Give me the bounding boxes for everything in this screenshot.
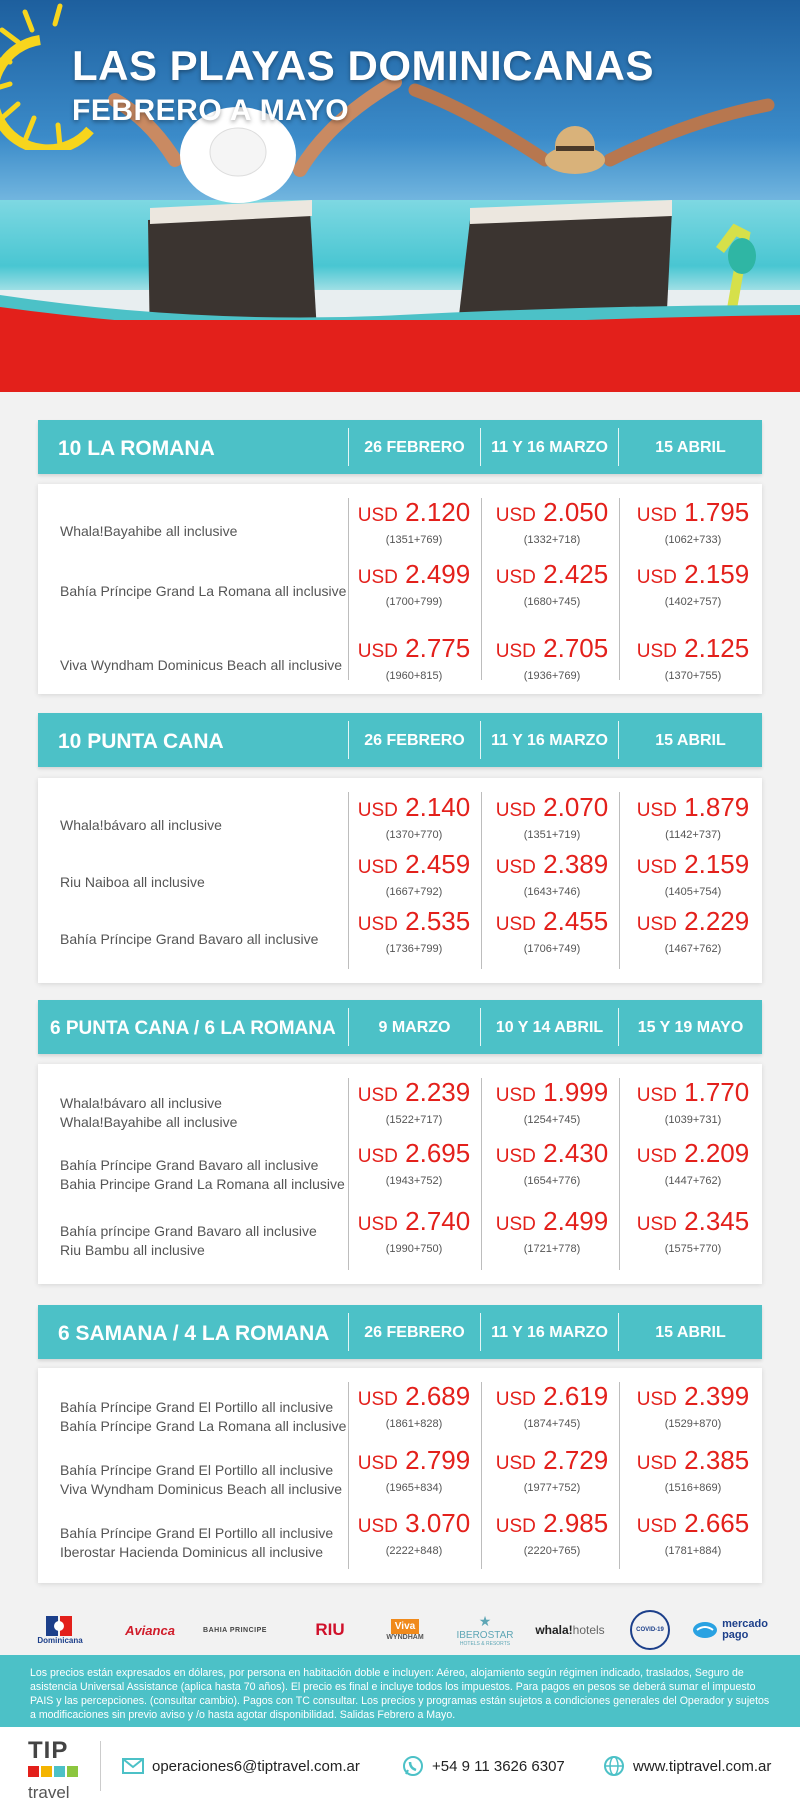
price-amount xyxy=(483,907,621,939)
price-amount xyxy=(348,1139,480,1171)
iberostar-logo: ★ IBEROSTAR HOTELS & RESORTS xyxy=(456,1613,514,1647)
whatsapp-contact[interactable]: +54 9 11 3626 6307 xyxy=(402,1755,565,1777)
hotel-name xyxy=(60,1222,317,1260)
wyndham-logo: Viva WYNDHAM xyxy=(386,1621,424,1641)
section-header xyxy=(38,713,762,767)
price-breakdown: (1254+745) xyxy=(523,1114,581,1126)
price-amount xyxy=(348,907,480,939)
price-value: 2.740 xyxy=(405,1206,471,1236)
price-breakdown: (2222+848) xyxy=(385,1545,443,1557)
price-breakdown: (1370+755) xyxy=(664,670,722,682)
price-amount xyxy=(624,1446,762,1478)
hotel-name xyxy=(60,522,237,541)
price-value: 2.140 xyxy=(405,792,471,822)
price-amount xyxy=(483,634,621,666)
price-value: 2.345 xyxy=(684,1206,750,1236)
whatsapp-icon xyxy=(402,1755,424,1777)
section-title: 6 PUNTA CANA / 6 LA ROMANA xyxy=(50,1018,336,1039)
price-value: 2.229 xyxy=(684,906,750,936)
section-title: 10 PUNTA CANA xyxy=(58,730,224,753)
price-cell xyxy=(624,1139,762,1188)
hotel-name xyxy=(60,1156,345,1194)
hotel-name-line: Bahía Príncipe Grand El Portillo all inclusive xyxy=(60,1525,334,1541)
price-value: 2.209 xyxy=(684,1138,750,1168)
price-value: 2.695 xyxy=(405,1138,471,1168)
price-breakdown: (1405+754) xyxy=(664,886,722,898)
departure-date-column: 26 FEBRERO xyxy=(348,721,480,759)
price-breakdown: (1943+752) xyxy=(385,1175,443,1187)
price-breakdown: (1351+769) xyxy=(385,534,443,546)
section-title: 10 LA ROMANA xyxy=(58,437,215,460)
price-cell xyxy=(348,907,480,956)
price-breakdown: (1654+776) xyxy=(523,1175,581,1187)
currency-label: USD xyxy=(495,1389,536,1410)
currency-label: USD xyxy=(357,1389,398,1410)
column-divider xyxy=(481,1382,482,1569)
currency-label: USD xyxy=(357,1214,398,1235)
price-value: 2.499 xyxy=(543,1206,609,1236)
price-cell xyxy=(348,634,480,683)
departure-date-column: 11 Y 16 MARZO xyxy=(480,721,618,759)
price-amount xyxy=(483,1207,621,1239)
hotel-name-line: Viva Wyndham Dominicus Beach all inclusive xyxy=(60,657,343,673)
hotel-name-line: Bahía Príncipe Grand El Portillo all inclusive xyxy=(60,1399,334,1415)
price-amount xyxy=(348,1382,480,1414)
price-value: 3.070 xyxy=(405,1508,471,1538)
price-cell xyxy=(348,560,480,609)
currency-label: USD xyxy=(357,1085,398,1106)
hotel-name-line: Bahía Príncipe Grand Bavaro all inclusive xyxy=(60,1157,319,1173)
currency-label: USD xyxy=(357,1146,398,1167)
price-amount xyxy=(483,560,621,592)
price-amount xyxy=(348,1509,480,1541)
covid-badge: COVID-19 xyxy=(625,1613,675,1647)
price-value: 2.385 xyxy=(684,1445,750,1475)
price-amount xyxy=(348,1446,480,1478)
price-cell xyxy=(624,850,762,899)
price-breakdown: (1781+884) xyxy=(664,1545,722,1557)
departure-date-column: 11 Y 16 MARZO xyxy=(480,1313,618,1351)
price-amount xyxy=(624,560,762,592)
star-icon: ★ xyxy=(478,1613,492,1629)
currency-label: USD xyxy=(357,505,398,526)
departure-date-column: 15 ABRIL xyxy=(618,428,762,466)
price-breakdown: (1142+737) xyxy=(665,829,721,841)
price-cell xyxy=(483,1509,621,1558)
price-breakdown: (1680+745) xyxy=(523,596,581,608)
logo-color-squares xyxy=(28,1766,80,1778)
dominicana-icon xyxy=(46,1616,74,1636)
price-amount xyxy=(624,1382,762,1414)
currency-label: USD xyxy=(636,857,677,878)
price-breakdown: (1977+752) xyxy=(523,1482,581,1494)
currency-label: USD xyxy=(495,567,536,588)
price-breakdown: (1736+799) xyxy=(385,943,443,955)
hotel-name xyxy=(60,930,318,949)
currency-label: USD xyxy=(636,914,677,935)
price-value: 2.619 xyxy=(543,1381,609,1411)
departure-date-column: 15 Y 19 MAYO xyxy=(618,1008,762,1046)
section-header xyxy=(38,1305,762,1359)
price-cell xyxy=(624,1078,762,1127)
currency-label: USD xyxy=(357,1516,398,1537)
hotel-name-line: Whala!Bayahibe all inclusive xyxy=(60,523,238,539)
price-amount xyxy=(348,850,480,882)
tip-travel-logo: TIP travel xyxy=(28,1737,98,1797)
price-breakdown: (1467+762) xyxy=(664,943,722,955)
hotel-name-line: Bahia Principe Grand La Romana all inclusive xyxy=(60,1176,345,1192)
price-amount xyxy=(624,793,762,825)
mail-icon xyxy=(122,1758,144,1774)
price-amount xyxy=(624,1207,762,1239)
currency-label: USD xyxy=(357,857,398,878)
currency-label: USD xyxy=(636,1516,677,1537)
price-value: 2.050 xyxy=(543,497,609,527)
column-divider xyxy=(481,1078,482,1270)
price-amount xyxy=(348,498,480,530)
riu-logo: RIU xyxy=(315,1620,345,1639)
price-amount xyxy=(483,1078,621,1110)
section-header xyxy=(38,420,762,474)
price-value: 2.455 xyxy=(543,906,609,936)
price-cell xyxy=(624,1446,762,1495)
price-breakdown: (1039+731) xyxy=(664,1114,722,1126)
currency-label: USD xyxy=(636,1146,677,1167)
price-amount xyxy=(483,850,621,882)
price-breakdown: (2220+765) xyxy=(523,1545,581,1557)
hotel-name-line: Bahía Príncipe Grand La Romana all inclusive xyxy=(60,1418,347,1434)
price-value: 2.125 xyxy=(684,633,750,663)
price-value: 2.159 xyxy=(684,849,750,879)
price-value: 2.985 xyxy=(543,1508,609,1538)
price-cell xyxy=(483,1382,621,1431)
price-cell xyxy=(624,907,762,956)
price-breakdown: (1516+869) xyxy=(664,1482,722,1494)
price-value: 1.879 xyxy=(684,792,750,822)
departure-date-column: 10 Y 14 ABRIL xyxy=(480,1008,618,1046)
price-breakdown: (1667+792) xyxy=(385,886,443,898)
price-cell xyxy=(483,1446,621,1495)
price-value: 2.775 xyxy=(405,633,471,663)
price-breakdown: (1721+778) xyxy=(523,1243,581,1255)
price-cell xyxy=(483,1207,621,1256)
hotel-name-line: Bahía Príncipe Grand Bavaro all inclusive xyxy=(60,931,319,947)
price-cell xyxy=(483,498,621,547)
price-cell xyxy=(348,1207,480,1256)
price-cell xyxy=(624,560,762,609)
departure-date-column: 11 Y 16 MARZO xyxy=(480,428,618,466)
hotel-name xyxy=(60,1524,333,1562)
hotel-name xyxy=(60,873,205,892)
price-amount xyxy=(624,634,762,666)
price-value: 2.425 xyxy=(543,559,609,589)
price-cell xyxy=(348,1446,480,1495)
hotel-name-line: Riu Naiboa all inclusive xyxy=(60,874,205,890)
price-amount xyxy=(348,793,480,825)
price-table xyxy=(38,1064,762,1284)
price-cell xyxy=(624,634,762,683)
currency-label: USD xyxy=(495,914,536,935)
price-cell xyxy=(348,1139,480,1188)
departure-date-column: 9 MARZO xyxy=(348,1008,480,1046)
currency-label: USD xyxy=(357,914,398,935)
currency-label: USD xyxy=(495,505,536,526)
section-header xyxy=(38,1000,762,1054)
currency-label: USD xyxy=(636,1389,677,1410)
currency-label: USD xyxy=(636,567,677,588)
price-cell xyxy=(348,1509,480,1558)
currency-label: USD xyxy=(636,641,677,662)
price-amount xyxy=(483,1139,621,1171)
price-value: 1.999 xyxy=(543,1077,609,1107)
price-value: 2.665 xyxy=(684,1508,750,1538)
departure-date-column: 26 FEBRERO xyxy=(348,428,480,466)
price-amount xyxy=(624,1139,762,1171)
currency-label: USD xyxy=(495,800,536,821)
price-cell xyxy=(483,560,621,609)
hotel-name xyxy=(60,582,346,601)
currency-label: USD xyxy=(357,641,398,662)
hotel-name-line: Bahía príncipe Grand Bavaro all inclusive xyxy=(60,1223,317,1239)
price-amount xyxy=(483,498,621,530)
price-amount xyxy=(348,560,480,592)
disclaimer-text: Los precios están expresados en dólares, por persona en habitación doble e incluyen: Aéreo, alojamiento según régimen indicado, traslados, Seguro de asistencia Universal Assistance (aplica hasta 70 años). El precio es final e incluye todos los impuestos. Para pagos en pesos se deberá sumar el impuesto PAIS y las percepciones. (consultar cambio). Pagos con TC consultar. Los precios y programas están sujetos a condiciones generales del Operador y sujetos a modificaciones sin previo aviso y /o hasta agotar disponibilidad. Salidas Febrero a Mayo. xyxy=(0,1655,800,1727)
price-value: 2.535 xyxy=(405,906,471,936)
currency-label: USD xyxy=(495,1085,536,1106)
footer xyxy=(0,1727,800,1803)
handshake-icon xyxy=(692,1621,718,1639)
price-amount xyxy=(624,850,762,882)
price-value: 2.499 xyxy=(405,559,471,589)
price-amount xyxy=(624,498,762,530)
departure-date-column: 15 ABRIL xyxy=(618,1313,762,1351)
mercado-pago-logo: mercado pago xyxy=(690,1613,770,1647)
price-amount xyxy=(624,907,762,939)
hotel-name-line: Bahía Príncipe Grand El Portillo all inclusive xyxy=(60,1462,334,1478)
currency-label: USD xyxy=(495,641,536,662)
currency-label: USD xyxy=(357,800,398,821)
price-breakdown: (1402+757) xyxy=(664,596,722,608)
price-table xyxy=(38,484,762,694)
price-value: 2.705 xyxy=(543,633,609,663)
price-amount xyxy=(624,1509,762,1541)
price-breakdown: (1351+719) xyxy=(523,829,581,841)
section-title: 6 SAMANA / 4 LA ROMANA xyxy=(58,1322,330,1345)
currency-label: USD xyxy=(495,1146,536,1167)
price-value: 2.729 xyxy=(543,1445,609,1475)
price-breakdown: (1643+746) xyxy=(523,886,581,898)
price-value: 2.430 xyxy=(543,1138,609,1168)
page-subtitle: FEBRERO A MAYO xyxy=(72,94,350,127)
whala-hotels-logo: whala! hotels xyxy=(535,1623,605,1637)
price-breakdown: (1529+870) xyxy=(664,1418,722,1430)
price-value: 2.399 xyxy=(684,1381,750,1411)
price-value: 2.389 xyxy=(543,849,609,879)
price-breakdown: (1370+770) xyxy=(385,829,443,841)
price-breakdown: (1874+745) xyxy=(523,1418,581,1430)
hotel-name xyxy=(60,816,222,835)
price-table xyxy=(38,1368,762,1583)
price-breakdown: (1990+750) xyxy=(385,1243,443,1255)
globe-icon xyxy=(603,1755,625,1777)
price-value: 1.795 xyxy=(684,497,750,527)
column-divider xyxy=(481,498,482,680)
hotel-name-line: Viva Wyndham Dominicus Beach all inclusive xyxy=(60,1481,343,1497)
hotel-name xyxy=(60,1398,346,1436)
price-cell xyxy=(483,1078,621,1127)
price-breakdown: (1965+834) xyxy=(385,1482,443,1494)
price-value: 2.120 xyxy=(405,497,471,527)
currency-label: USD xyxy=(495,1516,536,1537)
price-value: 2.159 xyxy=(684,559,750,589)
currency-label: USD xyxy=(357,1453,398,1474)
price-breakdown: (1332+718) xyxy=(523,534,581,546)
page-title: LAS PLAYAS DOMINICANAS xyxy=(72,42,654,89)
bahia-principe-logo: BAHIA PRINCIPE xyxy=(203,1626,267,1634)
currency-label: USD xyxy=(636,800,677,821)
price-value: 2.459 xyxy=(405,849,471,879)
column-divider xyxy=(481,792,482,969)
hotel-name-line: Whala!Bayahibe all inclusive xyxy=(60,1114,238,1130)
price-breakdown: (1522+717) xyxy=(385,1114,443,1126)
price-breakdown: (1575+770) xyxy=(664,1243,722,1255)
price-cell xyxy=(348,1382,480,1431)
currency-label: USD xyxy=(636,1453,677,1474)
price-cell xyxy=(624,1382,762,1431)
price-amount xyxy=(483,1446,621,1478)
hotel-name-line: Bahía Príncipe Grand La Romana all inclusive xyxy=(60,583,347,599)
price-breakdown: (1062+733) xyxy=(664,534,722,546)
departure-date-column: 15 ABRIL xyxy=(618,721,762,759)
currency-label: USD xyxy=(357,567,398,588)
price-cell xyxy=(624,498,762,547)
price-cell xyxy=(348,793,480,842)
price-cell xyxy=(483,850,621,899)
currency-label: USD xyxy=(495,1453,536,1474)
price-value: 2.799 xyxy=(405,1445,471,1475)
price-cell xyxy=(483,634,621,683)
price-cell xyxy=(483,793,621,842)
price-value: 1.770 xyxy=(684,1077,750,1107)
price-breakdown: (1706+749) xyxy=(523,943,581,955)
currency-label: USD xyxy=(495,1214,536,1235)
website-link[interactable]: www.tiptravel.com.ar xyxy=(603,1755,771,1777)
price-table xyxy=(38,778,762,983)
price-cell xyxy=(348,1078,480,1127)
price-cell xyxy=(483,907,621,956)
price-value: 2.070 xyxy=(543,792,609,822)
price-breakdown: (1700+799) xyxy=(385,596,443,608)
price-amount xyxy=(348,1078,480,1110)
price-breakdown: (1861+828) xyxy=(385,1418,443,1430)
currency-label: USD xyxy=(495,857,536,878)
price-amount xyxy=(483,1382,621,1414)
red-band xyxy=(0,320,800,392)
hotel-name xyxy=(60,656,342,675)
price-cell xyxy=(348,850,480,899)
currency-label: USD xyxy=(636,505,677,526)
price-breakdown: (1960+815) xyxy=(385,670,443,682)
price-amount xyxy=(483,793,621,825)
hotel-name-line: Iberostar Hacienda Dominicus all inclusive xyxy=(60,1544,324,1560)
hotel-name xyxy=(60,1461,342,1499)
partner-logos xyxy=(0,1605,800,1655)
hotel-name-line: Whala!bávaro all inclusive xyxy=(60,1095,222,1111)
price-cell xyxy=(624,1207,762,1256)
price-breakdown: (1936+769) xyxy=(523,670,581,682)
footer-divider xyxy=(100,1741,101,1791)
price-cell xyxy=(483,1139,621,1188)
price-breakdown: (1447+762) xyxy=(664,1175,722,1187)
avianca-logo: Avianca xyxy=(125,1622,175,1638)
price-amount xyxy=(624,1078,762,1110)
price-amount xyxy=(348,1207,480,1239)
price-cell xyxy=(624,793,762,842)
hotel-name-line: Whala!bávaro all inclusive xyxy=(60,817,222,833)
departure-date-column: 26 FEBRERO xyxy=(348,1313,480,1351)
email-contact[interactable]: operaciones6@tiptravel.com.ar xyxy=(122,1755,360,1777)
price-cell xyxy=(624,1509,762,1558)
hotel-name-line: Riu Bambu all inclusive xyxy=(60,1242,205,1258)
currency-label: USD xyxy=(636,1085,677,1106)
price-amount xyxy=(483,1509,621,1541)
price-value: 2.239 xyxy=(405,1077,471,1107)
price-amount xyxy=(348,634,480,666)
hero-banner xyxy=(0,0,800,392)
currency-label: USD xyxy=(636,1214,677,1235)
price-value: 2.689 xyxy=(405,1381,471,1411)
dominicana-logo: Dominicana xyxy=(30,1613,90,1647)
price-cell xyxy=(348,498,480,547)
hotel-name xyxy=(60,1094,237,1132)
